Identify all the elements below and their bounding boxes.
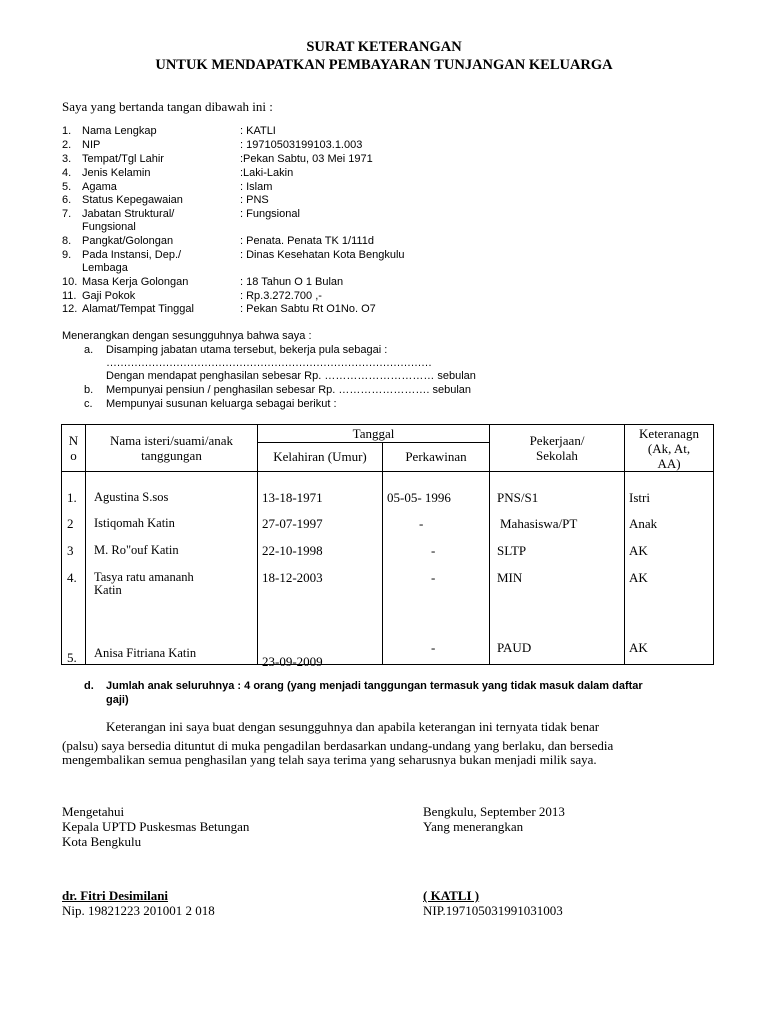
cell-kawin: - [431,640,436,655]
field-value: :Laki-Lakin [240,167,294,179]
field-label: Pada Instansi, Dep./ [82,249,182,261]
cell-ket: AK [629,640,648,655]
cell-name: Agustina S.sos [94,490,169,504]
field-number: 3. [62,153,72,165]
cell-name: M. Ro"ouf Katin [94,543,179,557]
intro-text: Saya yang bertanda tangan dibawah ini : [62,99,273,114]
field-number: 7. [62,208,72,220]
field-label: Pangkat/Golongan [82,235,174,247]
cell-ket: AK [629,570,648,585]
cell-kawin: - [431,570,436,585]
column-no [62,472,86,665]
cell-lahir: 22-10-1998 [262,543,323,558]
cell-ket: Istri [629,490,650,505]
cell-no: 5. [67,650,77,665]
point-a-dots: ………………………………………………………………………………… [106,357,432,369]
cell-kawin: 05-05- 1996 [387,490,451,505]
field-label: Jenis Kelamin [82,167,151,179]
header-no: N o [62,425,86,472]
column-name [86,472,258,665]
field-number: 2. [62,139,72,151]
header-kelahiran: Kelahiran (Umur) [258,442,383,471]
field-number: 10. [62,276,78,288]
field-label: Nama Lengkap [82,125,157,137]
field-label-continued: Lembaga [82,262,128,274]
cell-ket: Anak [629,516,658,531]
field-value: :Pekan Sabtu, 03 Mei 1971 [240,153,373,165]
header-keterangan: Keteranagn (Ak, At, AA) [625,425,714,472]
sign-right-name: ( KATLI ) [423,888,480,903]
sign-left-name: dr. Fitri Desimilani [62,888,169,903]
field-label: Agama [82,181,117,193]
field-value: : 19710503199103.1.003 [240,139,363,151]
sign-right-line-1: Bengkulu, September 2013 [423,804,565,819]
sign-left-line-2: Kepala UPTD Puskesmas Betungan [62,819,250,834]
point-d-text: Jumlah anak seluruhnya : 4 orang (yang menjadi tanggungan termasuk yang tidak masuk dalam daftar [106,680,643,692]
field-label: Gaji Pokok [82,290,136,302]
cell-lahir: 13-18-1971 [262,490,323,505]
point-a-letter: a. [84,344,94,356]
point-a-income: Dengan mendapat penghasilan sebesar Rp. ………………………… sebulan [106,370,476,382]
cell-name: Istiqomah Katin [94,516,175,530]
sign-right-line-2: Yang menerangkan [423,819,524,834]
field-label: Masa Kerja Golongan [82,276,189,288]
cell-no: 4. [67,570,77,585]
field-value: : Pekan Sabtu Rt O1No. O7 [240,303,376,315]
column-kelahiran [258,472,383,669]
column-keterangan [625,472,714,665]
cell-lahir: 23-09-2009 [262,654,323,669]
field-label: Status Kepegawaian [82,194,183,206]
field-value: : Penata. Penata TK 1/111d [240,235,374,247]
cell-lahir: 27-07-1997 [262,516,323,531]
field-value: : 18 Tahun O 1 Bulan [240,276,344,288]
closing-line-2: (palsu) saya bersedia dituntut di muka pengadilan berdasarkan undang-undang yang berlaku, dan bersedia [62,738,614,753]
point-d-letter: d. [84,680,94,692]
field-value: : Islam [240,181,273,193]
cell-kawin: - [419,516,424,531]
field-value: : PNS [240,194,269,206]
field-label: NIP [82,139,101,151]
title-line-2: UNTUK MENDAPATKAN PEMBAYARAN TUNJANGAN KELUARGA [155,57,613,73]
field-number: 4. [62,167,72,179]
point-c-letter: c. [84,398,93,410]
point-c-text: Mempunyai susunan keluarga sebagai berikut : [106,398,337,410]
header-pekerjaan: Pekerjaan/ Sekolah [490,425,625,472]
title-line-1: SURAT KETERANGAN [306,39,462,55]
sign-right-nip: NIP.197105031991031003 [423,903,563,918]
cell-lahir: 18-12-2003 [262,570,323,585]
field-value: : Dinas Kesehatan Kota Bengkulu [240,249,405,261]
field-value: : Rp.3.272.700 ,- [240,290,322,302]
field-value: : Fungsional [240,208,300,220]
point-b-text: Mempunyai pensiun / penghasilan sebesar Rp. ……………………. sebulan [106,384,472,396]
cell-kerja: PAUD [497,640,532,655]
field-label: Alamat/Tempat Tinggal [82,303,194,315]
point-a-text: Disamping jabatan utama tersebut, bekerja pula sebagai : [106,344,388,356]
field-number: 6. [62,194,72,206]
family-table [61,424,714,669]
column-pekerjaan [490,472,625,665]
closing-line-3: mengembalikan semua penghasilan yang telah saya terima yang seharusnya bukan menjadi milik saya. [62,752,597,767]
cell-no: 3 [67,543,74,558]
closing-line-1: Keterangan ini saya buat dengan sesungguhnya dan apabila keterangan ini ternyata tidak benar [106,719,600,734]
sign-left-line-3: Kota Bengkulu [62,834,142,849]
point-b-letter: b. [84,384,94,396]
cell-ket: AK [629,543,648,558]
cell-kerja: PNS/S1 [497,490,539,505]
field-value: : KATLI [240,125,276,137]
cell-no: 2 [67,516,74,531]
field-number: 5. [62,181,72,193]
field-number: 9. [62,249,72,261]
point-d-text-2: gaji) [106,694,129,706]
field-number: 11. [62,290,77,302]
sign-left-line-1: Mengetahui [62,804,125,819]
cell-kerja: Mahasiswa/PT [500,516,578,531]
cell-kawin: - [431,543,436,558]
field-number: 12. [62,303,78,315]
field-label: Tempat/Tgl Lahir [82,153,164,165]
cell-name: Tasya ratu amananh [94,570,194,584]
column-perkawinan [383,472,490,665]
field-label-continued: Fungsional [82,221,136,233]
cell-name-continued: Katin [94,583,122,597]
header-perkawinan: Perkawinan [383,442,490,471]
cell-kerja: SLTP [497,543,527,558]
field-number: 8. [62,235,72,247]
statement-lead: Menerangkan dengan sesungguhnya bahwa saya : [62,330,312,342]
header-tanggal: Tanggal [258,425,490,443]
header-name: Nama isteri/suami/anak tanggungan [86,425,258,472]
field-number: 1. [62,125,72,137]
cell-kerja: MIN [497,570,523,585]
cell-name: Anisa Fitriana Katin [94,646,197,660]
sign-left-nip: Nip. 19821223 201001 2 018 [62,903,215,918]
cell-no: 1. [67,490,77,505]
field-label: Jabatan Struktural/ [82,208,175,220]
